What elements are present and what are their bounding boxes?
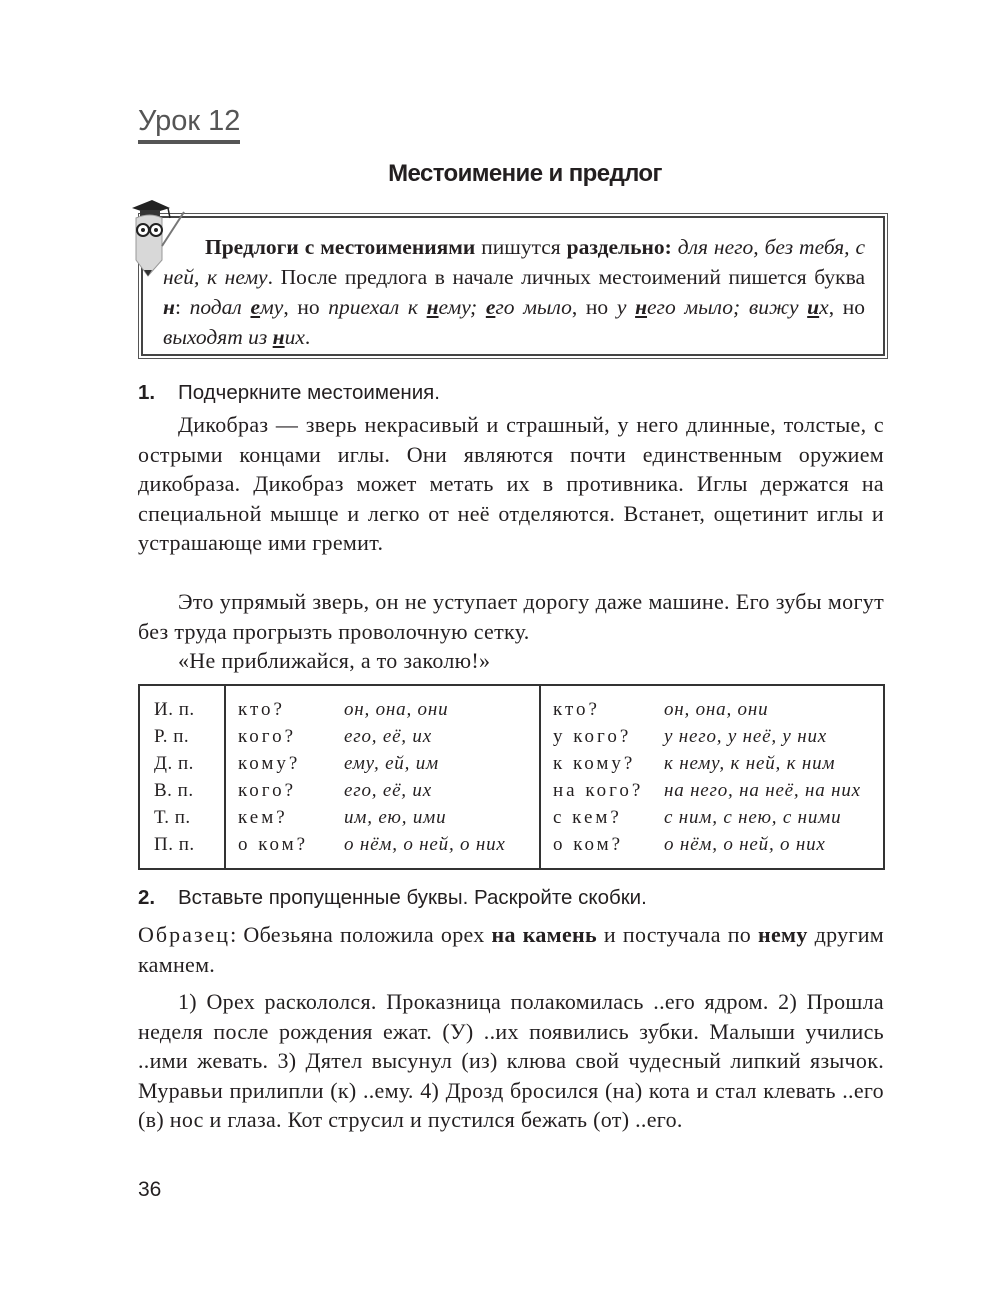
task-number: 2. (138, 886, 156, 909)
table-row: Д. п. кому? ему, ей, им к кому? к нему, к ней, к ним (139, 750, 884, 777)
task-2-sample: Образец: Обезьяна положила орех на камень и постучала по нему другим камнем. (138, 922, 884, 977)
table-row: Т. п. кем? им, ею, ими с кем? с ним, с нею, с ними (139, 804, 884, 831)
table-row: П. п. о ком? о нём, о ней, о них о ком? о нём, о ней, о них (139, 831, 884, 869)
task-1-heading (138, 381, 440, 405)
task-instruction: Вставьте пропущенные буквы. Раскройте скобки. (178, 886, 647, 909)
rule-box (138, 213, 888, 359)
task-1-paragraph-3: «Не приближайся, а то заколю!» (178, 648, 491, 673)
pronoun-case-table (138, 684, 885, 870)
sample-label: Образец (138, 922, 231, 947)
table-row: И. п. кто? он, она, они кто? он, она, они (139, 685, 884, 723)
task-number: 1. (138, 381, 156, 404)
topic-title: Местоимение и предлог (388, 160, 662, 187)
rule-bold: Предлоги с местоимениями (205, 235, 476, 259)
pencil-professor-icon (126, 198, 188, 278)
table-row: Р. п. кого? его, её, их у кого? у него, у неё, у них (139, 723, 884, 750)
task-1-paragraph-2: Это упрямый зверь, он не уступает дорогу даже машине. Его зубы могут без труда прогрызть проволочную сетку. (138, 589, 884, 644)
task-1-paragraph-1: Дикобраз — зверь некрасивый и страшный, у него длинные, толстые, с острыми концами иглы. Они являются почти единственным оружием дикобраза. Дикобраз может метать их в противника. Иглы держатся на специальной мышце и легко от неё отделяются. Встанет, ощетинит иглы и устрашающе ими гремит. (138, 412, 884, 555)
task-instruction: Подчеркните местоимения. (178, 381, 440, 404)
rule-text: Предлоги с местоимениями пишутся раздельно: для него, без тебя, с ней, к нему. После предлога в начале личных местоимений пишется буква н: подал ему, но приехал к нему; его мыло, но у него мыло; вижу их, но выходят из них. (141, 216, 885, 356)
task-2-exercise: 1) Орех раскололся. Проказница полакомилась ..его ядром. 2) Прошла неделя после рождения ежат. (У) ..их появились зубки. Малыши учились ..ими жевать. 3) Дятел высунул (из) клюва свой чудесный липкий язычок. Муравьи прилипли (к) ..ему. 4) Дрозд бросился (на) кота и стал клевать ..его (в) нос и глаза. Кот струсил и пустился бежать (от) ..его. (138, 989, 884, 1132)
table-row: В. п. кого? его, её, их на кого? на него, на неё, на них (139, 777, 884, 804)
page-number: 36 (138, 1178, 162, 1201)
task-2-heading (138, 886, 647, 910)
lesson-number: Урок 12 (138, 104, 240, 144)
